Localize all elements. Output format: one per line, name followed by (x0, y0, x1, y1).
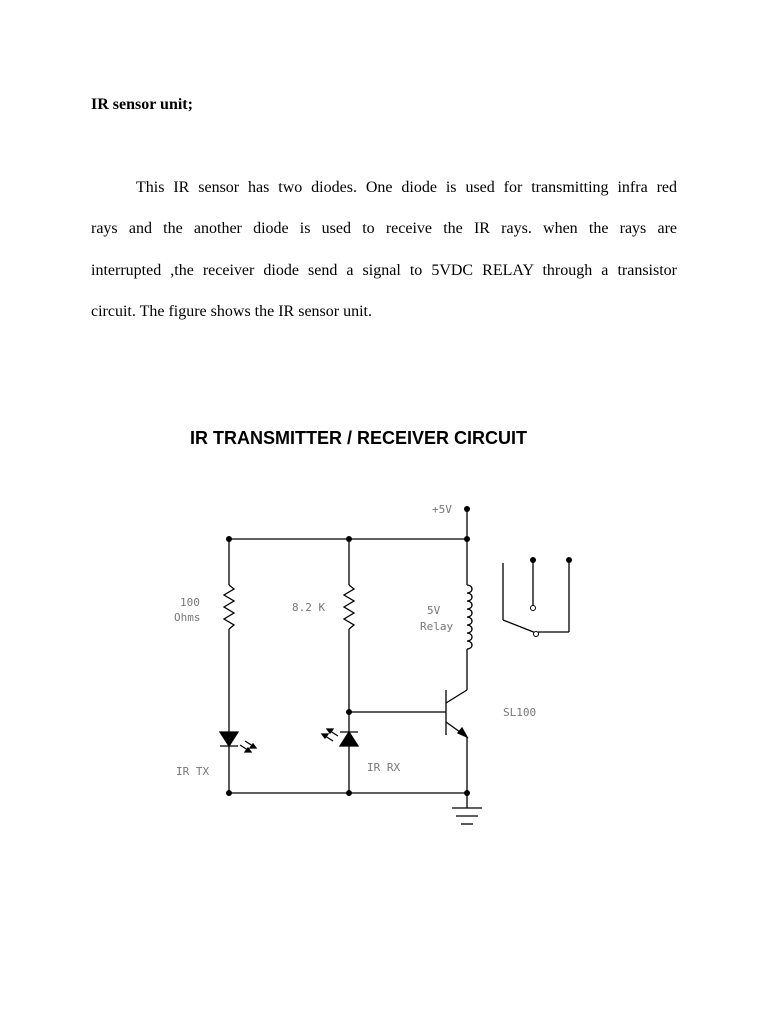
relay-name-label: Relay (420, 620, 454, 633)
resistor-8-2k (344, 585, 354, 629)
junction-dot (346, 790, 352, 796)
ir-rx-diode (340, 732, 358, 746)
transistor-collector (446, 690, 467, 703)
junction-dot (464, 536, 470, 542)
ir-rx-label: IR RX (367, 761, 401, 774)
relay-value-label: 5V (427, 604, 441, 617)
transistor-label: SL100 (503, 706, 537, 719)
relay-terminal (530, 557, 536, 563)
supply-label: +5V (432, 503, 452, 516)
resistor1-value-label: 100 (180, 596, 200, 609)
resistor1-unit-label: Ohms (174, 611, 201, 624)
relay-contact (534, 632, 539, 637)
relay-coil (467, 585, 472, 649)
paragraph-line: circuit. The figure shows the IR sensor unit. (91, 303, 372, 320)
ir-tx-diode (220, 732, 238, 746)
ir-tx-label: IR TX (176, 765, 210, 778)
junction-dot (346, 709, 352, 715)
junction-dot (464, 506, 470, 512)
relay-contact (531, 606, 536, 611)
resistor-100-ohms (224, 585, 234, 629)
junction-dot (226, 536, 232, 542)
relay-switch-arm (503, 620, 536, 633)
circuit-title: IR TRANSMITTER / RECEIVER CIRCUIT (190, 428, 528, 448)
junction-dot (464, 790, 470, 796)
paragraph-line: rays and the another diode is used to receive the IR rays. when the rays are (91, 220, 677, 237)
junction-dot (346, 536, 352, 542)
transistor-arrow (458, 728, 467, 737)
resistor2-label: 8.2 K (292, 601, 326, 614)
paragraph-line: interrupted ,the receiver diode send a signal to 5VDC RELAY through a transistor (91, 262, 677, 279)
paragraph-line: This IR sensor has two diodes. One diode is used for transmitting infra red (136, 179, 677, 196)
junction-dot (226, 790, 232, 796)
section-heading: IR sensor unit; (91, 96, 193, 113)
relay-terminal (566, 557, 572, 563)
